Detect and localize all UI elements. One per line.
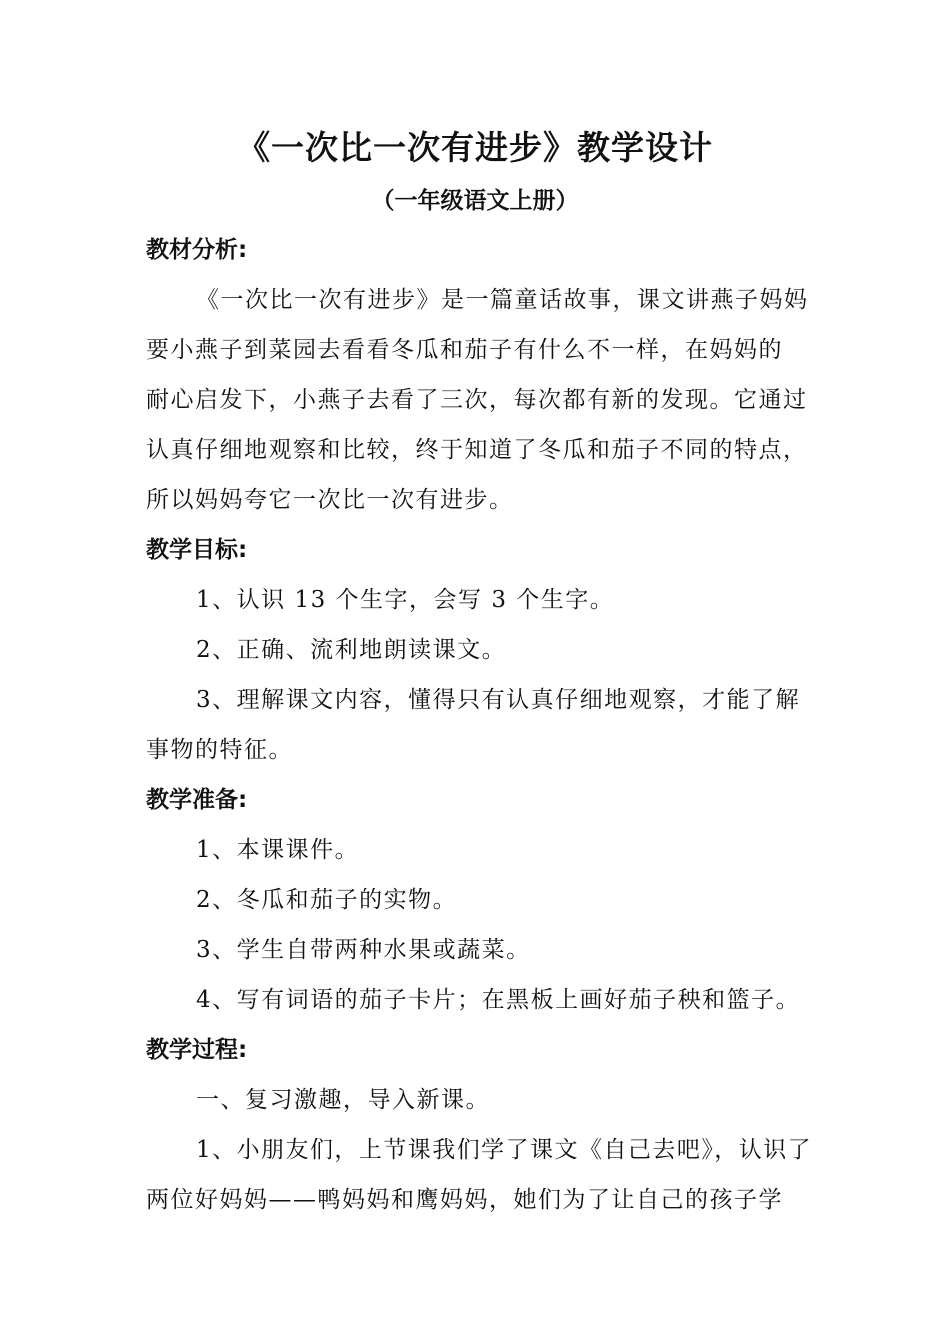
analysis-line: 《一次比一次有进步》是一篇童话故事，课文讲燕子妈妈 xyxy=(196,287,809,313)
section-heading-goals: 教学目标: xyxy=(146,537,248,563)
section-heading-analysis: 教材分析: xyxy=(146,237,248,263)
document-subtitle: （一年级语文上册） xyxy=(371,188,579,214)
analysis-line: 耐心启发下，小燕子去看了三次，每次都有新的发现。它通过 xyxy=(146,387,808,413)
goals-line: 1、认识 13 个生字，会写 3 个生字。 xyxy=(196,587,615,613)
process-line: 1、小朋友们，上节课我们学了课文《自己去吧》，认识了 xyxy=(196,1137,813,1163)
goals-line: 事物的特征。 xyxy=(146,737,293,763)
preparation-line: 1、本课课件。 xyxy=(196,837,360,863)
preparation-line: 3、学生自带两种水果或蔬菜。 xyxy=(196,937,531,963)
analysis-line: 所以妈妈夸它一次比一次有进步。 xyxy=(146,487,514,513)
analysis-line: 认真仔细地观察和比较，终于知道了冬瓜和茄子不同的特点， xyxy=(146,437,808,463)
goals-line: 2、正确、流利地朗读课文。 xyxy=(196,637,507,663)
document-title: 《一次比一次有进步》教学设计 xyxy=(237,128,713,167)
section-heading-preparation: 教学准备: xyxy=(146,787,248,813)
analysis-line: 要小燕子到菜园去看看冬瓜和茄子有什么不一样，在妈妈的 xyxy=(146,337,783,363)
preparation-line: 4、写有词语的茄子卡片；在黑板上画好茄子秧和篮子。 xyxy=(196,987,801,1013)
process-line: 两位好妈妈——鸭妈妈和鹰妈妈，她们为了让自己的孩子学 xyxy=(146,1187,783,1213)
goals-line: 3、理解课文内容，懂得只有认真仔细地观察，才能了解 xyxy=(196,687,801,713)
preparation-line: 2、冬瓜和茄子的实物。 xyxy=(196,887,458,913)
process-line: 一、复习激趣，导入新课。 xyxy=(196,1087,490,1113)
section-heading-process: 教学过程: xyxy=(146,1037,248,1063)
